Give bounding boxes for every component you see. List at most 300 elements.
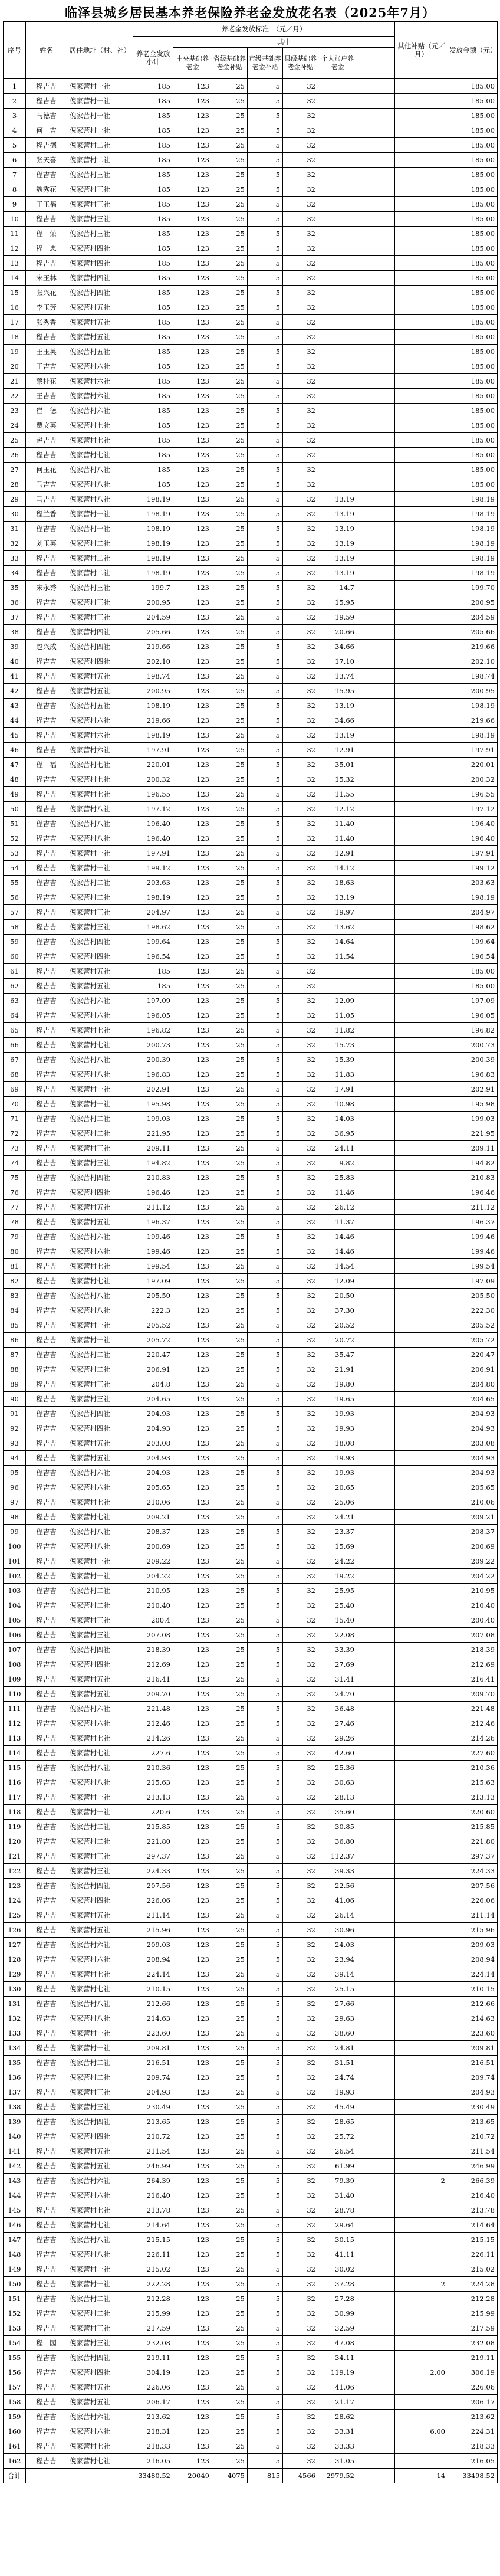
- cell-index: 150: [4, 2277, 26, 2292]
- cell-amount: 200.95: [448, 684, 498, 699]
- cell-city: 5: [248, 1082, 283, 1097]
- table-row: [4, 2410, 498, 2424]
- cell-personal: 13.19: [318, 728, 357, 743]
- cell-central: 20049: [173, 2469, 212, 2483]
- cell-city: 5: [248, 905, 283, 920]
- cell-name: 程吉吉: [26, 728, 67, 743]
- cell-county: 32: [283, 846, 318, 861]
- cell-province: 25: [212, 728, 248, 743]
- cell-county: 32: [283, 1982, 318, 1997]
- cell-city: 5: [248, 876, 283, 890]
- cell-central: 123: [173, 1967, 212, 1982]
- cell-other: [395, 404, 448, 418]
- cell-province: 25: [212, 802, 248, 817]
- cell-index: 34: [4, 566, 26, 581]
- cell-subtotal: 220.01: [133, 758, 173, 772]
- cell-index: 73: [4, 1141, 26, 1156]
- cell-personal: [318, 964, 357, 979]
- cell-central: 123: [173, 1082, 212, 1097]
- cell-name: 程吉吉: [26, 2144, 67, 2159]
- cell-address: 倪家营村二社: [67, 1820, 133, 1834]
- cell-city: 5: [248, 448, 283, 463]
- cell-subtotal: 185: [133, 433, 173, 448]
- cell-city: 5: [248, 994, 283, 1008]
- table-row: [4, 1126, 498, 1141]
- cell-address: 倪家营村五社: [67, 699, 133, 713]
- cell-extra: [357, 2292, 395, 2306]
- cell-county: 32: [283, 772, 318, 787]
- cell-county: 32: [283, 654, 318, 669]
- cell-personal: 112.37: [318, 1849, 357, 1864]
- cell-extra: [357, 182, 395, 197]
- cell-address: 倪家营村三社: [67, 212, 133, 227]
- cell-index: 30: [4, 507, 26, 522]
- cell-province: 25: [212, 1495, 248, 1510]
- table-header: [4, 22, 498, 79]
- cell-other: [395, 728, 448, 743]
- cell-county: 32: [283, 2115, 318, 2129]
- cell-name: 王吉吉: [26, 359, 67, 374]
- cell-province: 25: [212, 389, 248, 404]
- cell-subtotal: 224.14: [133, 1967, 173, 1982]
- cell-other: [395, 2247, 448, 2262]
- cell-province: 25: [212, 1097, 248, 1112]
- cell-county: 32: [283, 1289, 318, 1303]
- cell-other: [395, 256, 448, 271]
- cell-subtotal: 215.63: [133, 1775, 173, 1790]
- cell-county: 32: [283, 1805, 318, 1820]
- cell-index: 合计: [4, 2469, 26, 2483]
- cell-extra: [357, 595, 395, 610]
- cell-personal: 29.63: [318, 2011, 357, 2026]
- cell-central: 123: [173, 713, 212, 728]
- cell-other: [395, 123, 448, 138]
- cell-extra: [357, 1716, 395, 1731]
- cell-personal: [318, 286, 357, 300]
- cell-other: [395, 1982, 448, 1997]
- cell-subtotal: 204.22: [133, 1569, 173, 1584]
- cell-address: 倪家营村四社: [67, 1185, 133, 1200]
- table-row: [4, 492, 498, 507]
- cell-address: 倪家营村二社: [67, 1598, 133, 1613]
- cell-personal: [318, 359, 357, 374]
- table-row: [4, 787, 498, 802]
- cell-county: 32: [283, 1126, 318, 1141]
- cell-subtotal: 226.06: [133, 2380, 173, 2395]
- cell-amount: 196.55: [448, 787, 498, 802]
- cell-province: 25: [212, 404, 248, 418]
- table-row: [4, 1746, 498, 1761]
- cell-province: 25: [212, 463, 248, 477]
- cell-province: 25: [212, 271, 248, 286]
- cell-other: [395, 1348, 448, 1362]
- cell-amount: 224.28: [448, 2277, 498, 2292]
- cell-subtotal: 218.33: [133, 2439, 173, 2454]
- cell-amount: 226.11: [448, 2247, 498, 2262]
- cell-index: 153: [4, 2321, 26, 2336]
- table-row: [4, 1038, 498, 1053]
- cell-other: [395, 1171, 448, 1185]
- cell-index: 23: [4, 404, 26, 418]
- cell-subtotal: 198.19: [133, 536, 173, 551]
- cell-central: 123: [173, 359, 212, 374]
- cell-name: 程吉吉: [26, 1495, 67, 1510]
- cell-central: 123: [173, 1480, 212, 1495]
- cell-amount: 209.03: [448, 1938, 498, 1952]
- cell-index: 103: [4, 1584, 26, 1598]
- cell-central: 123: [173, 2365, 212, 2380]
- cell-extra: [357, 374, 395, 389]
- cell-extra: [357, 1023, 395, 1038]
- table-row: [4, 138, 498, 153]
- cell-other: [395, 1436, 448, 1451]
- cell-other: [395, 2233, 448, 2247]
- cell-province: 25: [212, 1112, 248, 1126]
- cell-county: 32: [283, 1879, 318, 1893]
- table-row: [4, 477, 498, 492]
- cell-extra: [357, 1761, 395, 1775]
- table-row: [4, 1657, 498, 1672]
- cell-extra: [357, 861, 395, 876]
- cell-city: 5: [248, 79, 283, 94]
- cell-personal: 19.93: [318, 2085, 357, 2100]
- cell-other: [395, 817, 448, 831]
- cell-subtotal: 196.37: [133, 1215, 173, 1230]
- cell-subtotal: 197.91: [133, 743, 173, 758]
- cell-name: 何玉花: [26, 463, 67, 477]
- cell-province: 25: [212, 359, 248, 374]
- cell-subtotal: 33480.52: [133, 2469, 173, 2483]
- cell-central: 123: [173, 728, 212, 743]
- cell-subtotal: 203.08: [133, 1436, 173, 1451]
- cell-index: 45: [4, 728, 26, 743]
- cell-amount: 199.03: [448, 1112, 498, 1126]
- cell-extra: [357, 2410, 395, 2424]
- cell-province: 25: [212, 1053, 248, 1067]
- table-row: [4, 2233, 498, 2247]
- cell-county: 32: [283, 153, 318, 168]
- cell-amount: 214.63: [448, 2011, 498, 2026]
- cell-county: 32: [283, 1200, 318, 1215]
- cell-personal: 25.83: [318, 1171, 357, 1185]
- cell-amount: 230.49: [448, 2100, 498, 2115]
- cell-central: 123: [173, 1112, 212, 1126]
- cell-index: 59: [4, 935, 26, 949]
- cell-personal: 30.85: [318, 1820, 357, 1834]
- cell-central: 123: [173, 994, 212, 1008]
- cell-city: 5: [248, 920, 283, 935]
- cell-other: [395, 743, 448, 758]
- cell-extra: [357, 1303, 395, 1318]
- cell-county: 32: [283, 905, 318, 920]
- cell-province: 25: [212, 1657, 248, 1672]
- cell-subtotal: 194.82: [133, 1156, 173, 1171]
- cell-other: [395, 831, 448, 846]
- table-row: [4, 2336, 498, 2351]
- cell-index: 135: [4, 2056, 26, 2070]
- cell-city: 5: [248, 492, 283, 507]
- cell-extra: [357, 581, 395, 595]
- cell-extra: [357, 772, 395, 787]
- cell-name: 程吉吉: [26, 1392, 67, 1407]
- cell-address: 倪家营村三社: [67, 905, 133, 920]
- cell-personal: 18.08: [318, 1436, 357, 1451]
- cell-other: [395, 1510, 448, 1525]
- cell-subtotal: 207.56: [133, 1879, 173, 1893]
- cell-city: 5: [248, 2233, 283, 2247]
- cell-amount: 215.15: [448, 2233, 498, 2247]
- table-row: [4, 1274, 498, 1289]
- cell-index: 154: [4, 2336, 26, 2351]
- cell-address: 倪家营村四社: [67, 625, 133, 640]
- cell-amount: 212.46: [448, 1716, 498, 1731]
- cell-address: 倪家营村八社: [67, 802, 133, 817]
- cell-county: 32: [283, 802, 318, 817]
- cell-amount: 204.93: [448, 1421, 498, 1436]
- cell-extra: [357, 536, 395, 551]
- cell-central: 123: [173, 492, 212, 507]
- cell-central: 123: [173, 1702, 212, 1716]
- cell-amount: 207.56: [448, 1879, 498, 1893]
- cell-amount: 203.63: [448, 876, 498, 890]
- cell-province: 25: [212, 1289, 248, 1303]
- cell-name: 程吉吉: [26, 94, 67, 109]
- cell-county: 32: [283, 994, 318, 1008]
- cell-city: 5: [248, 1244, 283, 1259]
- cell-index: 62: [4, 979, 26, 994]
- cell-province: 25: [212, 1362, 248, 1377]
- cell-province: 25: [212, 2306, 248, 2321]
- cell-amount: 185.00: [448, 153, 498, 168]
- cell-personal: 24.21: [318, 1510, 357, 1525]
- cell-personal: [318, 315, 357, 330]
- cell-name: 程吉吉: [26, 212, 67, 227]
- cell-index: 116: [4, 1775, 26, 1790]
- cell-amount: 220.60: [448, 1805, 498, 1820]
- cell-province: 25: [212, 861, 248, 876]
- cell-province: 25: [212, 1554, 248, 1569]
- cell-central: 123: [173, 2144, 212, 2159]
- cell-province: 25: [212, 1761, 248, 1775]
- table-row: [4, 1908, 498, 1923]
- table-row: [4, 418, 498, 433]
- header-amount: 发放金额（元）: [448, 22, 498, 79]
- cell-amount: 224.33: [448, 1864, 498, 1879]
- cell-index: 136: [4, 2070, 26, 2085]
- cell-central: 123: [173, 2395, 212, 2410]
- cell-other: [395, 1185, 448, 1200]
- cell-amount: 185.00: [448, 109, 498, 123]
- cell-address: 倪家营村四社: [67, 286, 133, 300]
- cell-other: [395, 846, 448, 861]
- cell-extra: [357, 2454, 395, 2469]
- cell-index: 107: [4, 1643, 26, 1657]
- cell-county: 32: [283, 1333, 318, 1348]
- cell-personal: 24.74: [318, 2070, 357, 2085]
- cell-city: 815: [248, 2469, 283, 2483]
- cell-address: 倪家营村四社: [67, 1171, 133, 1185]
- cell-province: 25: [212, 1392, 248, 1407]
- cell-personal: [318, 463, 357, 477]
- table-row: [4, 1289, 498, 1303]
- cell-address: 倪家营村二社: [67, 551, 133, 566]
- cell-name: 马吉吉: [26, 492, 67, 507]
- cell-central: 123: [173, 2277, 212, 2292]
- cell-extra: [357, 345, 395, 359]
- cell-subtotal: 196.40: [133, 831, 173, 846]
- cell-index: 157: [4, 2380, 26, 2395]
- cell-personal: 19.93: [318, 1451, 357, 1466]
- cell-province: 25: [212, 595, 248, 610]
- table-row: [4, 876, 498, 890]
- cell-province: 25: [212, 684, 248, 699]
- cell-index: 129: [4, 1967, 26, 1982]
- cell-extra: [357, 1318, 395, 1333]
- cell-other: [395, 2218, 448, 2233]
- cell-county: 32: [283, 1893, 318, 1908]
- cell-index: 77: [4, 1200, 26, 1215]
- cell-county: 32: [283, 595, 318, 610]
- cell-amount: 204.93: [448, 2085, 498, 2100]
- cell-subtotal: 198.19: [133, 728, 173, 743]
- cell-amount: 209.74: [448, 2070, 498, 2085]
- cell-personal: 25.36: [318, 1761, 357, 1775]
- cell-address: [67, 2469, 133, 2483]
- cell-personal: 31.05: [318, 2454, 357, 2469]
- cell-province: 25: [212, 330, 248, 345]
- cell-personal: 14.03: [318, 1112, 357, 1126]
- cell-city: 5: [248, 1112, 283, 1126]
- cell-subtotal: 185: [133, 123, 173, 138]
- cell-city: 5: [248, 2351, 283, 2365]
- cell-county: 32: [283, 2277, 318, 2292]
- cell-central: 123: [173, 2424, 212, 2439]
- table-row: [4, 404, 498, 418]
- cell-county: 32: [283, 2262, 318, 2277]
- table-row: [4, 1820, 498, 1834]
- cell-city: 5: [248, 2262, 283, 2277]
- table-row: [4, 109, 498, 123]
- cell-province: 25: [212, 1834, 248, 1849]
- cell-other: [395, 79, 448, 94]
- cell-city: 5: [248, 935, 283, 949]
- cell-central: 123: [173, 1377, 212, 1392]
- cell-province: 25: [212, 1510, 248, 1525]
- cell-central: 123: [173, 1466, 212, 1480]
- cell-province: 25: [212, 1864, 248, 1879]
- cell-personal: 30.02: [318, 2262, 357, 2277]
- table-row: [4, 433, 498, 448]
- cell-central: 123: [173, 595, 212, 610]
- cell-county: 32: [283, 2041, 318, 2056]
- cell-central: 123: [173, 1820, 212, 1834]
- cell-other: [395, 758, 448, 772]
- cell-other: [395, 876, 448, 890]
- cell-extra: [357, 1539, 395, 1554]
- cell-personal: 11.40: [318, 817, 357, 831]
- cell-province: 25: [212, 2321, 248, 2336]
- cell-county: 32: [283, 1038, 318, 1053]
- cell-other: [395, 1289, 448, 1303]
- cell-extra: [357, 138, 395, 153]
- cell-personal: 35.01: [318, 758, 357, 772]
- cell-index: 87: [4, 1348, 26, 1362]
- cell-index: 6: [4, 153, 26, 168]
- cell-city: 5: [248, 595, 283, 610]
- cell-province: 25: [212, 1879, 248, 1893]
- table-row: [4, 2277, 498, 2292]
- cell-county: 32: [283, 2159, 318, 2174]
- cell-personal: [318, 138, 357, 153]
- cell-subtotal: 214.64: [133, 2218, 173, 2233]
- header-personal: 个人账户养老金: [318, 48, 357, 79]
- table-row: [4, 1775, 498, 1790]
- table-row: [4, 2144, 498, 2159]
- cell-index: 90: [4, 1392, 26, 1407]
- cell-province: 25: [212, 1716, 248, 1731]
- cell-amount: 224.31: [448, 2424, 498, 2439]
- cell-personal: [318, 330, 357, 345]
- cell-county: 32: [283, 1716, 318, 1731]
- cell-amount: 185.00: [448, 964, 498, 979]
- cell-index: 69: [4, 1082, 26, 1097]
- cell-county: 32: [283, 1672, 318, 1687]
- cell-subtotal: 246.99: [133, 2159, 173, 2174]
- cell-subtotal: 198.19: [133, 492, 173, 507]
- cell-central: 123: [173, 2454, 212, 2469]
- cell-subtotal: 204.93: [133, 2085, 173, 2100]
- cell-index: 18: [4, 330, 26, 345]
- cell-address: 倪家营村一社: [67, 507, 133, 522]
- cell-county: 32: [283, 2056, 318, 2070]
- cell-address: 倪家营村二社: [67, 566, 133, 581]
- cell-name: 程吉吉: [26, 2115, 67, 2129]
- cell-other: [395, 640, 448, 654]
- cell-address: 倪家营村二社: [67, 2292, 133, 2306]
- cell-name: 程吉吉: [26, 1672, 67, 1687]
- cell-province: 25: [212, 522, 248, 536]
- cell-name: 程吉吉: [26, 1820, 67, 1834]
- cell-county: 32: [283, 2174, 318, 2188]
- table-row: [4, 684, 498, 699]
- cell-index: 149: [4, 2262, 26, 2277]
- cell-county: 4566: [283, 2469, 318, 2483]
- cell-county: 32: [283, 1008, 318, 1023]
- cell-province: 25: [212, 536, 248, 551]
- cell-central: 123: [173, 802, 212, 817]
- header-city: 市级基础养老金补贴: [248, 48, 283, 79]
- cell-central: 123: [173, 1097, 212, 1112]
- cell-address: 倪家营村五社: [67, 2159, 133, 2174]
- cell-name: 程吉吉: [26, 2100, 67, 2115]
- cell-address: 倪家营村五社: [67, 345, 133, 359]
- cell-county: 32: [283, 182, 318, 197]
- cell-extra: [357, 846, 395, 861]
- cell-address: 倪家营村四社: [67, 271, 133, 286]
- cell-county: 32: [283, 1923, 318, 1938]
- table-row: [4, 581, 498, 595]
- cell-county: 32: [283, 1775, 318, 1790]
- cell-subtotal: 206.91: [133, 1362, 173, 1377]
- table-row: [4, 2041, 498, 2056]
- cell-county: 32: [283, 1628, 318, 1643]
- cell-province: 25: [212, 2292, 248, 2306]
- cell-address: 倪家营村四社: [67, 241, 133, 256]
- table-row: [4, 1067, 498, 1082]
- cell-personal: 41.06: [318, 2380, 357, 2395]
- cell-central: 123: [173, 625, 212, 640]
- cell-amount: 224.14: [448, 1967, 498, 1982]
